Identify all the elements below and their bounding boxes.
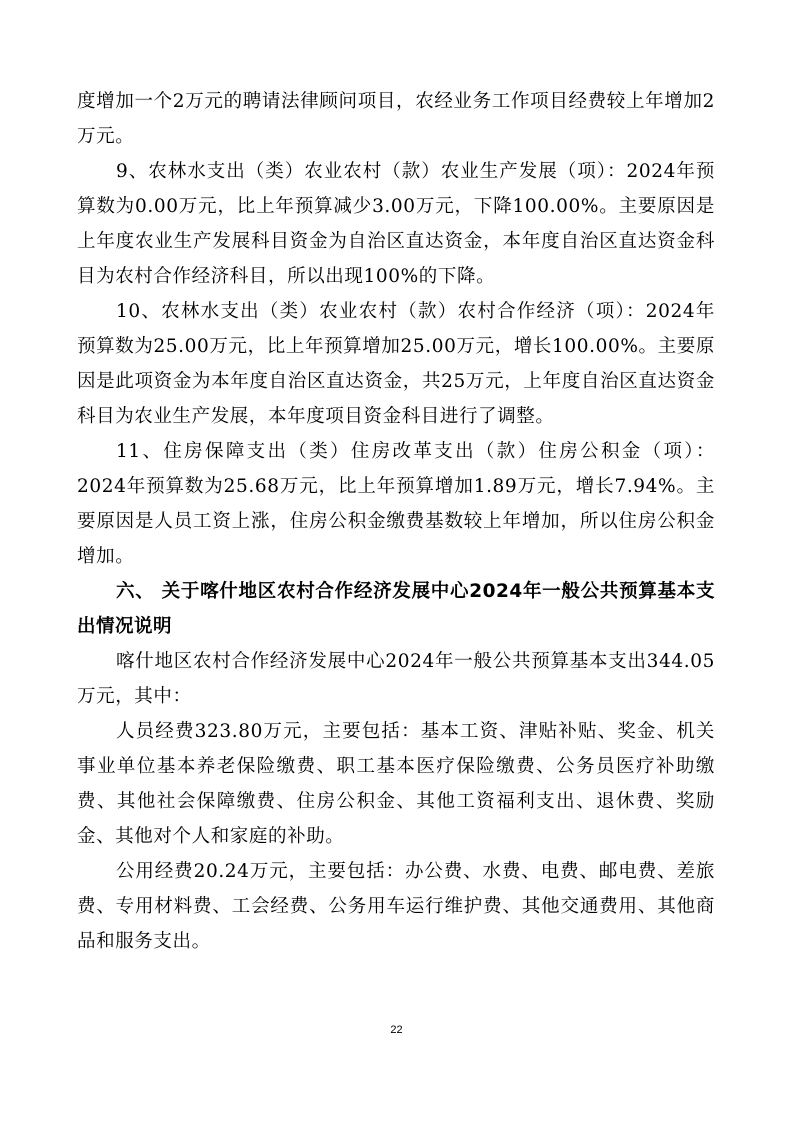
personnel-expense-paragraph: 人员经费323.80万元，主要包括：基本工资、津贴补贴、奖金、机关事业单位基本养老保险缴费、职工基本医疗保险缴费、公务员医疗补助缴费、其他社会保障缴费、住房公积金、其他工资福利支出、退休费、奖励金、其他对个人和家庭的补助。 <box>77 721 715 847</box>
basic-expenditure-total-paragraph: 喀什地区农村合作经济发展中心2024年一般公共预算基本支出344.05万元，其中： <box>77 651 715 707</box>
item-9-paragraph: 9、农林水支出（类）农业农村（款）农业生产发展（项）：2024年预算数为0.00万元，比上年预算减少3.00万元，下降100.00%。主要原因是上年度农业生产发展科目资金为自治区直达资金，本年度自治区直达资金科目为农村合作经济科目，所以出现100%的下降。 <box>77 161 715 287</box>
public-expense-paragraph: 公用经费20.24万元，主要包括：办公费、水费、电费、邮电费、差旅费、专用材料费、工会经费、公务用车运行维护费、其他交通费用、其他商品和服务支出。 <box>77 861 715 952</box>
page-number: 22 <box>390 1024 403 1036</box>
item-11-paragraph: 11、住房保障支出（类）住房改革支出（款）住房公积金（项）：2024年预算数为25.68万元，比上年预算增加1.89万元，增长7.94%。主要原因是人员工资上涨，住房公积金缴费基数较上年增加，所以住房公积金增加。 <box>77 441 715 567</box>
continued-paragraph: 度增加一个2万元的聘请法律顾问项目，农经业务工作项目经费较上年增加2万元。 <box>77 91 715 147</box>
item-10-paragraph: 10、农林水支出（类）农业农村（款）农村合作经济（项）：2024年预算数为25.00万元，比上年预算增加25.00万元，增长100.00%。主要原因是此项资金为本年度自治区直达资金，共25万元，上年度自治区直达资金科目为农业生产发展，本年度项目资金科目进行了调整。 <box>77 301 715 427</box>
page-body <box>77 84 715 959</box>
section-six-heading: 六、 关于喀什地区农村合作经济发展中心2024年一般公共预算基本支出情况说明 <box>77 581 715 637</box>
